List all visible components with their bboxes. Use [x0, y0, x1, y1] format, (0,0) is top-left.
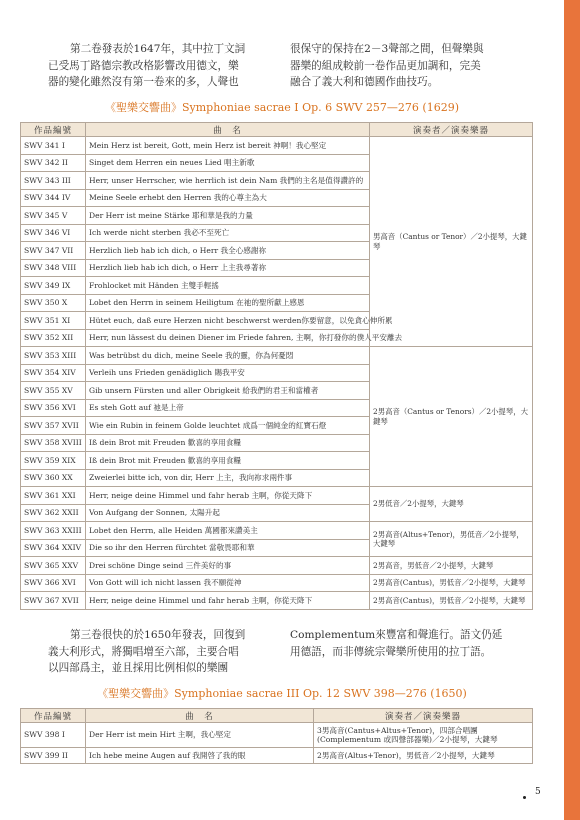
title-cell: Der Herr ist meine Stärke 耶和華是我的力量	[86, 207, 370, 225]
performers-cell: 2男高音(Cantus)，男低音／2小提琴，大鍵琴	[370, 574, 533, 592]
work-number-cell: SWV 351 XI	[21, 312, 86, 330]
header-work-number: 作品編號	[21, 709, 86, 723]
performers-cell: 男高音（Cantus or Tenor）／2小提琴，大鍵琴	[370, 137, 533, 347]
para2-left-line: 以四部爲主，並且採用比例相似的樂團	[48, 662, 229, 674]
title-cell: Gib unsern Fürsten und aller Obrigkeit 給我們的君王和當權者	[86, 382, 370, 400]
title-cell: Mein Herz ist bereit, Gott, mein Herz ist bereit 神啊！我心堅定	[86, 137, 370, 155]
page-number: 5	[535, 787, 541, 797]
performers-cell: 2男低音／2小提琴，大鍵琴	[370, 487, 533, 522]
table-row	[21, 347, 533, 365]
works-table-vol2	[20, 122, 533, 610]
work-number-cell: SWV 365 XXV	[21, 557, 86, 575]
table-row	[21, 748, 533, 764]
work-number-cell: SWV 355 XV	[21, 382, 86, 400]
intro-right-line: 器樂的組成較前一卷作品更加調和，完美	[290, 59, 481, 72]
title-cell: Hütet euch, daß eure Herzen nicht beschwerst werden你要留意，以免貪心伸所累	[86, 312, 370, 330]
work-number-cell: SWV 363 XXIII	[21, 522, 86, 540]
intro-left-column	[48, 41, 280, 91]
work-number-cell: SWV 362 XXII	[21, 504, 86, 522]
title-cell: Herr, nun lässest du deinen Diener im Friede fahren, 主啊，你打發你的僕人平安離去	[86, 329, 370, 347]
title-cell: Herr, neige deine Himmel und fahr herab 主啊，你從天降下	[86, 592, 370, 610]
title-cell: Singet dem Herren ein neues Lied 唱主新歌	[86, 154, 370, 172]
work-number-cell: SWV 346 VI	[21, 224, 86, 242]
intro-left-line: 器的變化雖然沒有第一卷來的多，人聲也	[48, 76, 239, 88]
work-number-cell: SWV 344 IV	[21, 189, 86, 207]
performers-cell	[314, 723, 533, 748]
work-number-cell: SWV 357 XVII	[21, 417, 86, 435]
title-cell: Frohlocket mit Händen 主雙手輕搖	[86, 277, 370, 295]
title-cell: Ich hebe meine Augen auf 我開啓了我的眼	[86, 748, 314, 764]
title-cell: Lobet den Herrn in seinem Heiligtum 在祂的聖所獻上感恩	[86, 294, 370, 312]
table-header-row	[21, 709, 533, 723]
work-number-cell: SWV 356 XVI	[21, 399, 86, 417]
header-performers: 演奏者／演奏樂器	[314, 709, 533, 723]
table-row	[21, 723, 533, 748]
work-number-cell: SWV 341 I	[21, 137, 86, 155]
title-cell: Iß dein Brot mit Freuden 歡喜的享用食糧	[86, 434, 370, 452]
performers-line: 3男高音(Cantus+Altus+Tenor)，四部合唱團	[317, 725, 478, 735]
work-number-cell: SWV 367 XVII	[21, 592, 86, 610]
para2-right-column	[290, 627, 522, 660]
work-number-cell: SWV 398 I	[21, 723, 86, 748]
work-number-cell: SWV 353 XIII	[21, 347, 86, 365]
table-row	[21, 137, 533, 155]
work-number-cell: SWV 354 XIV	[21, 364, 86, 382]
table-header-row	[21, 123, 533, 137]
intro-left-line: 已受馬丁路德宗教改格影響改用德文，樂	[48, 59, 239, 72]
performers-cell: 2男高音（Cantus or Tenors）／2小提琴，大鍵琴	[370, 347, 533, 487]
title-cell: Herzlich lieb hab ich dich, o Herr 我全心感謝祢	[86, 242, 370, 260]
title-cell: Iß dein Brot mit Freuden 歡喜的享用食糧	[86, 452, 370, 470]
table-row	[21, 592, 533, 610]
work-number-cell: SWV 366 XVI	[21, 574, 86, 592]
work-number-cell: SWV 348 VIII	[21, 259, 86, 277]
para2-left-line: 第三卷很快的於1650年發表，回復到	[70, 629, 246, 641]
performers-line: (Complementum 或四聲部器樂)／2小提琴，大鍵琴	[317, 735, 498, 744]
header-work-number: 作品編號	[21, 123, 86, 137]
work-number-cell: SWV 358 XVIII	[21, 434, 86, 452]
work-number-cell: SWV 343 III	[21, 172, 86, 190]
header-title: 曲 名	[86, 123, 370, 137]
header-performers: 演奏者／演奏樂器	[370, 123, 533, 137]
title-cell: Herzlich lieb hab ich dich, o Herr 上主我尋著祢	[86, 259, 370, 277]
intro-right-line: 融合了義大利和德國作曲技巧。	[290, 76, 439, 88]
work-number-cell: SWV 350 X	[21, 294, 86, 312]
title-cell: Ich werde nicht sterben 我必不至死亡	[86, 224, 370, 242]
title-cell: Der Herr ist mein Hirt 主啊，我心堅定	[86, 723, 314, 748]
title-cell: Wie ein Rubin in feinem Golde leuchtet 成爲一個純金的紅寶石燈	[86, 417, 370, 435]
title-cell: Die so ihr den Herren fürchtet 當敬畏耶和華	[86, 539, 370, 557]
title-cell: Herr, neige deine Himmel und fahr herab 主啊，你從天降下	[86, 487, 370, 505]
work-number-cell: SWV 347 VII	[21, 242, 86, 260]
title-cell: Lobet den Herrn, alle Heiden 萬國都來讚美主	[86, 522, 370, 540]
title-cell: Von Gott will ich nicht lassen 我不願從神	[86, 574, 370, 592]
table-row	[21, 487, 533, 505]
work-number-cell: SWV 342 II	[21, 154, 86, 172]
title-cell: Zweierlei bitte ich, von dir, Herr 上主，我向祢求兩件事	[86, 469, 370, 487]
intro-right-column	[290, 41, 522, 91]
para2-right-line: 用德語，而非傳統宗聲樂所使用的拉丁語。	[290, 645, 492, 658]
work-number-cell: SWV 361 XXI	[21, 487, 86, 505]
title-cell: Drei schöne Dinge seind 三件美好的事	[86, 557, 370, 575]
table-row	[21, 574, 533, 592]
performers-cell: 2男高音，男低音／2小提琴，大鍵琴	[370, 557, 533, 575]
page-number-dot	[523, 796, 526, 799]
works-table-vol3	[20, 708, 533, 764]
intro-left-line: 第二卷發表於1647年，其中拉丁文詞	[70, 43, 246, 55]
work-number-cell: SWV 359 XIX	[21, 452, 86, 470]
performers-cell: 2男高音(Cantus)，男低音／2小提琴，大鍵琴	[370, 592, 533, 610]
table-row	[21, 522, 533, 540]
title-cell: Es steh Gott auf 祂是上帝	[86, 399, 370, 417]
performers-line: 2男高音(Altus+Tenor)，男低音／2小提琴，大鍵琴	[317, 750, 495, 760]
title-cell: Herr, unser Herrscher, wie herrlich ist dein Nam 我們的主名是值得讚許的	[86, 172, 370, 190]
work-number-cell: SWV 349 IX	[21, 277, 86, 295]
intro-right-line: 很保守的保持在2－3聲部之間，但聲樂與	[290, 43, 484, 55]
work-number-cell: SWV 345 V	[21, 207, 86, 225]
title-cell: Von Aufgang der Sonnen, 太陽升起	[86, 504, 370, 522]
performers-cell: 2男高音(Altus+Tenor)，男低音／2小提琴，大鍵琴	[370, 522, 533, 557]
table-row	[21, 557, 533, 575]
para2-left-line: 義大利形式，將獨唱增至六部，主要合唱	[48, 645, 239, 658]
title-cell: Verleih uns Frieden genädiglich 賜我平安	[86, 364, 370, 382]
header-title: 曲 名	[86, 709, 314, 723]
work-number-cell: SWV 399 II	[21, 748, 86, 764]
work-number-cell: SWV 364 XXIV	[21, 539, 86, 557]
performers-cell	[314, 748, 533, 764]
table1-caption: 《聖樂交響曲》Symphoniae sacrae I Op. 6 SWV 257—276 (1629)	[104, 101, 460, 114]
orange-side-bar	[564, 0, 580, 820]
work-number-cell: SWV 360 XX	[21, 469, 86, 487]
title-cell: Was betrübst du dich, meine Seele 我的靈，你為何憂悶	[86, 347, 370, 365]
para2-right-line: Complementum來豐富和聲進行。語文仍延	[290, 629, 503, 641]
work-number-cell: SWV 352 XII	[21, 329, 86, 347]
table2-caption: 《聖樂交響曲》Symphoniae sacrae III Op. 12 SWV 398—276 (1650)	[97, 687, 467, 700]
para2-left-column	[48, 627, 280, 677]
title-cell: Meine Seele erhebt den Herren 我的心尊主為大	[86, 189, 370, 207]
